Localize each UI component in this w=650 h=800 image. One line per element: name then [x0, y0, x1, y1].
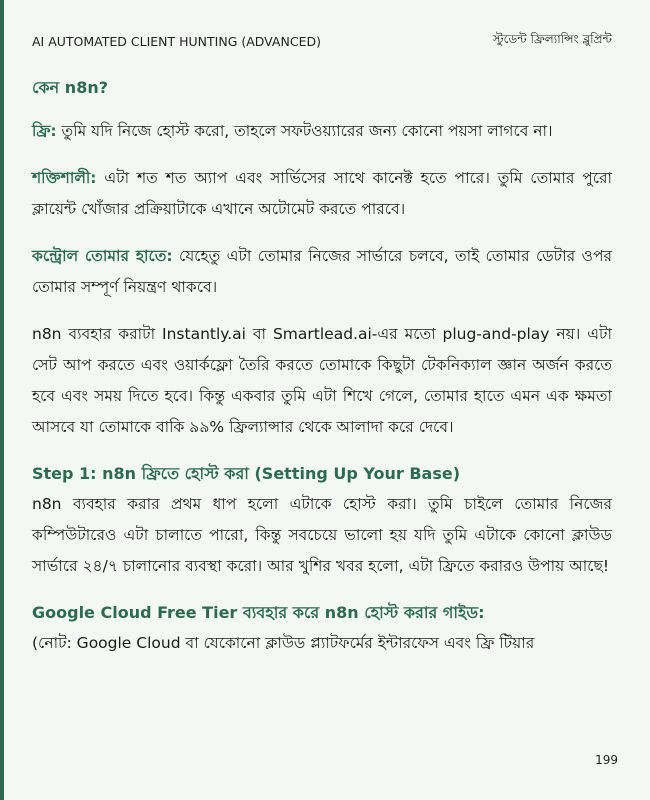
header-brand: স্টুডেন্ট ফ্রিল্যান্সিং ব্লুপ্রিন্ট: [492, 32, 612, 46]
free-label: ফ্রি:: [32, 122, 57, 140]
running-header: [32, 31, 612, 51]
paragraph-free: [32, 116, 612, 147]
paragraph-note: n8n ব্যবহার করাটা Instantly.ai বা Smartlead.ai-এর মতো plug-and-play নয়। এটা সেট আপ করতে এবং ওয়ার্কফ্লো তৈরি করতে তোমাকে কিছুটা টেকনিক্যাল জ্ঞান অর্জন করতে হবে এবং সময় দিতে হবে। কিন্তু একবার তুমি এটা শিখে গেলে, তোমার হাতে এমন এক ক্ষমতা আসবে যা তোমাকে বাকি ৯৯% ফ্রিল্যান্সার থেকে আলাদা করে দেবে।: [32, 325, 612, 436]
power-label: শক্তিশালী:: [32, 169, 97, 187]
control-label: কন্ট্রোল তোমার হাতে:: [32, 247, 173, 265]
control-text: যেহেতু এটা তোমার নিজের সার্ভারে চলবে, তাই তোমার ডেটার ওপর তোমার সম্পূর্ণ নিয়ন্ত্রণ থাকবে।: [32, 247, 612, 296]
page-content: [32, 74, 612, 659]
guide-text: (নোট: Google Cloud বা যেকোনো ক্লাউড প্ল্যাটফর্মের ইন্টারফেস এবং ফ্রি টিয়ার: [32, 634, 535, 652]
paragraph-powerful: [32, 163, 612, 225]
free-text: তুমি যদি নিজে হোস্ট করো, তাহলে সফটওয়্যারের জন্য কোনো পয়সা লাগবে না।: [56, 122, 553, 140]
power-text: এটা শত শত অ্যাপ এবং সার্ভিসের সাথে কানেক্ট হতে পারে। তুমি তোমার পুরো ক্লায়েন্ট খোঁজার প্রক্রিয়াটাকে এখানে অটোমেট করতে পারবে।: [32, 169, 612, 218]
page-number: 199: [595, 753, 618, 767]
guide-heading: Google Cloud Free Tier ব্যবহার করে n8n হোস্ট করার গাইড:: [32, 603, 485, 622]
step1-text: n8n ব্যবহার করার প্রথম ধাপ হলো এটাকে হোস্ট করা। তুমি চাইলে তোমার নিজের কম্পিউটারেও এটা চালাতে পারো, কিন্তু সবচেয়ে ভালো হয় যদি তুমি এটাকে কোনো ক্লাউড সার্ভারে ২৪/৭ চালানোর ব্যবস্থা করো। আর খুশির খবর হলো, এটা ফ্রিতে করারও উপায় আছে!: [32, 495, 612, 575]
header-title: AI AUTOMATED CLIENT HUNTING (ADVANCED): [32, 33, 321, 49]
section-heading-why-n8n: কেন n8n?: [32, 78, 109, 97]
step1-heading: Step 1: n8n ফ্রিতে হোস্ট করা (Setting Up Your Base): [32, 464, 461, 483]
left-accent-bar: [0, 0, 4, 800]
paragraph-control: [32, 241, 612, 303]
